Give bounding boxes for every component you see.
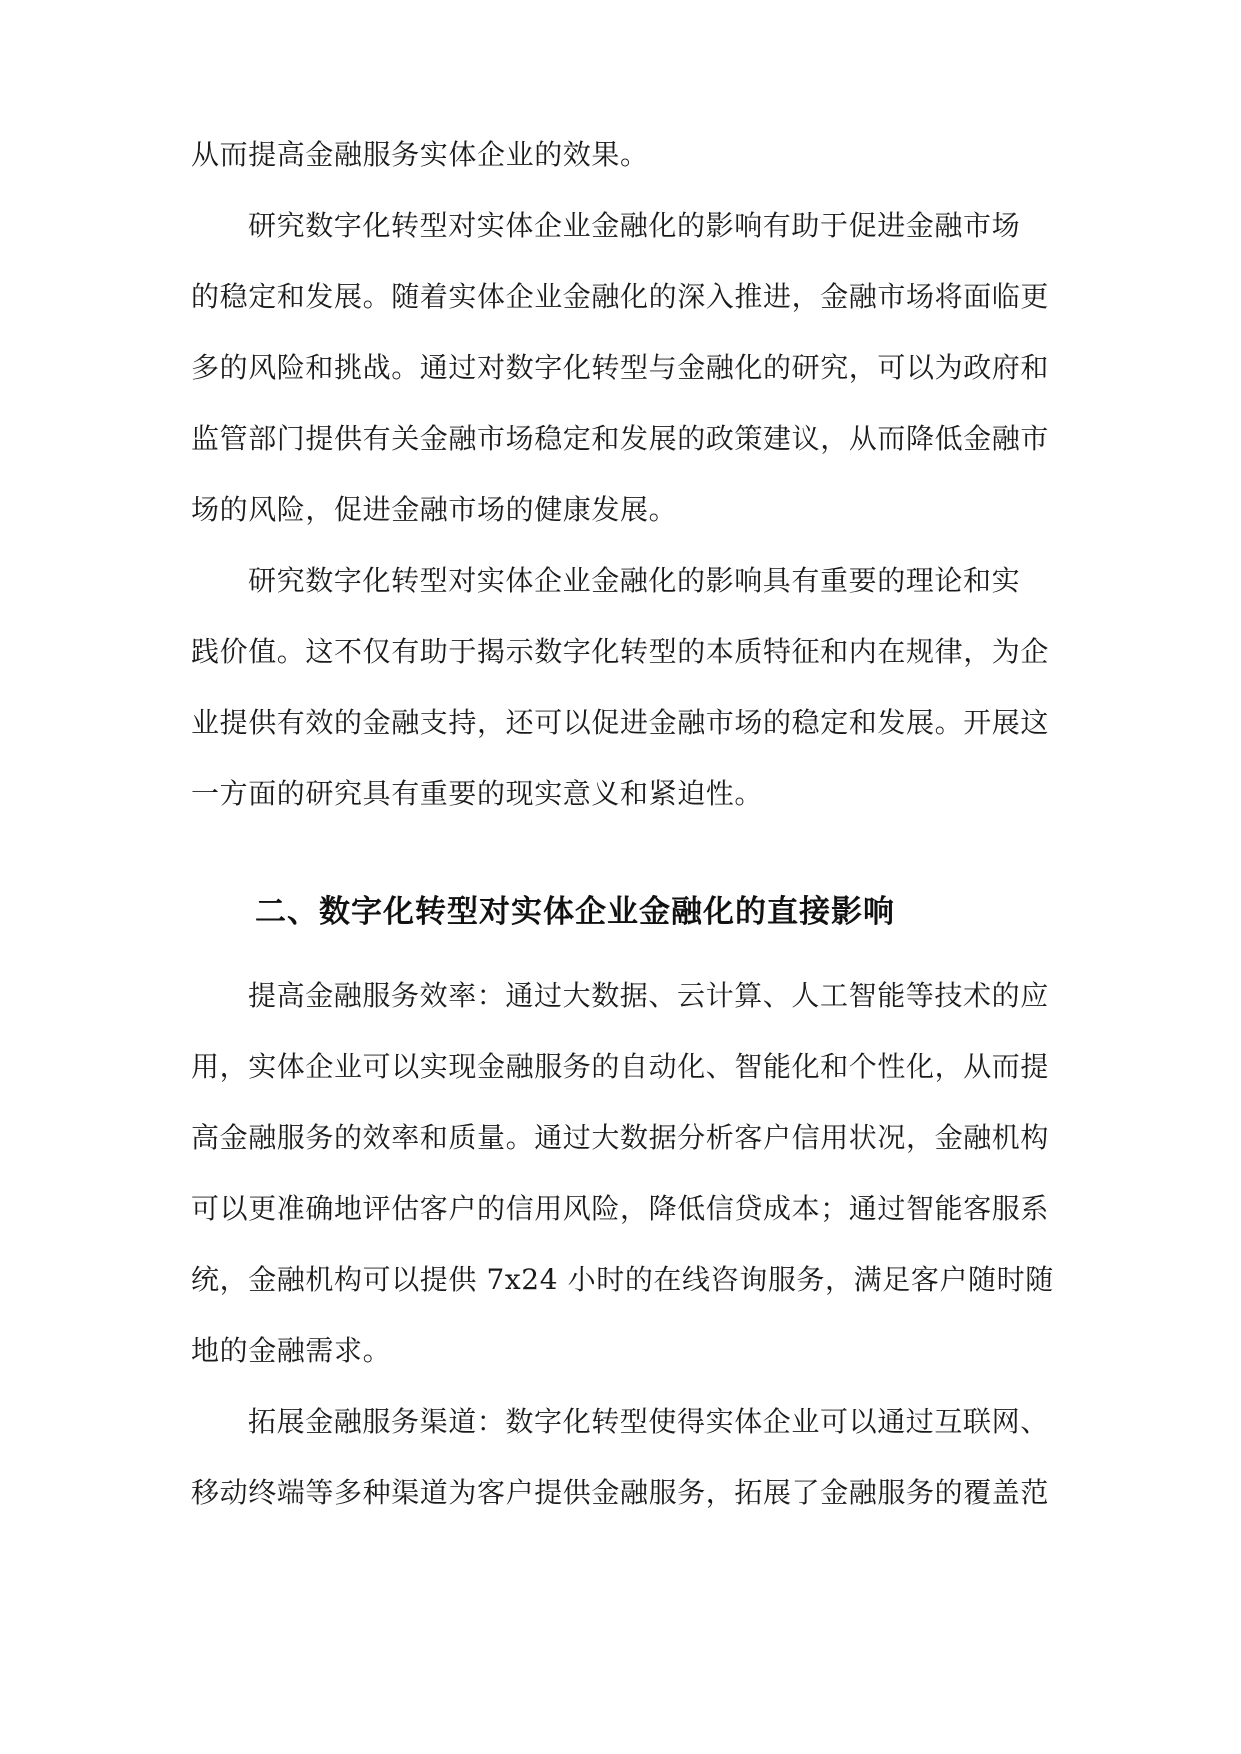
paragraph-4-line-4: 可以更准确地评估客户的信用风险，降低信贷成本；通过智能客服系: [191, 1192, 1050, 1225]
paragraph-2-line-3: 多的风险和挑战。通过对数字化转型与金融化的研究，可以为政府和: [191, 351, 1050, 384]
paragraph-3-line-1: 研究数字化转型对实体企业金融化的影响具有重要的理论和实: [248, 564, 1021, 597]
paragraph-1-line-1: 从而提高金融服务实体企业的效果。: [191, 138, 649, 171]
paragraph-3-line-3: 业提供有效的金融支持，还可以促进金融市场的稳定和发展。开展这: [191, 706, 1050, 739]
paragraph-5-line-1: 拓展金融服务渠道：数字化转型使得实体企业可以通过互联网、: [248, 1405, 1049, 1438]
paragraph-4-line-5: 统，金融机构可以提供 7x24 小时的在线咨询服务，满足客户随时随: [191, 1263, 1054, 1296]
paragraph-2-line-5: 场的风险，促进金融市场的健康发展。: [191, 493, 678, 526]
paragraph-2-line-1: 研究数字化转型对实体企业金融化的影响有助于促进金融市场: [248, 209, 1021, 242]
paragraph-2-line-4: 监管部门提供有关金融市场稳定和发展的政策建议，从而降低金融市: [191, 422, 1050, 455]
paragraph-4-line-6: 地的金融需求。: [191, 1334, 392, 1367]
paragraph-4-line-3: 高金融服务的效率和质量。通过大数据分析客户信用状况，金融机构: [191, 1121, 1050, 1154]
paragraph-2-line-2: 的稳定和发展。随着实体企业金融化的深入推进，金融市场将面临更: [191, 280, 1050, 313]
paragraph-3-line-2: 践价值。这不仅有助于揭示数字化转型的本质特征和内在规律，为企: [191, 635, 1050, 668]
paragraph-4-line-2: 用，实体企业可以实现金融服务的自动化、智能化和个性化，从而提: [191, 1050, 1050, 1083]
section-heading: 二、数字化转型对实体企业金融化的直接影响: [255, 894, 895, 930]
paragraph-3-line-4: 一方面的研究具有重要的现实意义和紧迫性。: [191, 777, 764, 810]
paragraph-5-line-2: 移动终端等多种渠道为客户提供金融服务，拓展了金融服务的覆盖范: [191, 1476, 1050, 1509]
paragraph-4-line-1: 提高金融服务效率：通过大数据、云计算、人工智能等技术的应: [248, 979, 1049, 1012]
